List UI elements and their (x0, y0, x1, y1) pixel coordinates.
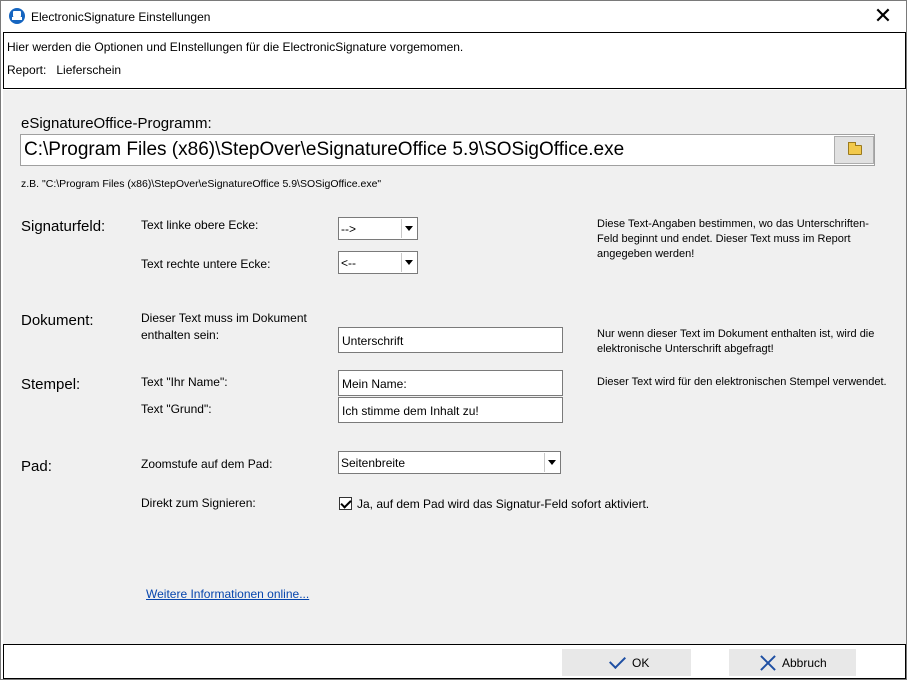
info-description: Hier werden die Optionen und EInstellungen für die ElectronicSignature vorgemomen. (7, 40, 464, 54)
program-path-value: C:\Program Files (x86)\StepOver\eSignatureOffice 5.9\SOSigOffice.exe (24, 139, 625, 160)
stempel-name-input[interactable] (338, 370, 563, 396)
zoom-value: Seitenbreite (341, 456, 406, 470)
stempel-reason-label: Text "Grund": (141, 402, 212, 416)
stempel-name-value: Mein Name: (342, 377, 407, 391)
cancel-button-label: Abbruch (782, 656, 827, 670)
dokument-label: Dieser Text muss im Dokument enthalten sein: (141, 311, 307, 342)
section-dokument: Dokument: (21, 312, 94, 329)
close-icon[interactable]: ✕ (873, 3, 893, 28)
more-info-link[interactable]: Weitere Informationen online... (146, 587, 310, 601)
browse-button[interactable] (834, 136, 874, 164)
folder-open-icon (848, 145, 862, 155)
stempel-reason-value: Ich stimme dem Inhalt zu! (342, 404, 479, 418)
app-icon (9, 8, 25, 24)
chevron-down-icon[interactable] (401, 253, 416, 272)
zoom-select[interactable] (338, 451, 561, 474)
chevron-down-icon[interactable] (544, 453, 559, 472)
bottom-right-value: <-- (341, 256, 356, 270)
direct-sign-checkbox[interactable] (339, 497, 352, 510)
top-left-label: Text linke obere Ecke: (141, 218, 259, 232)
section-pad: Pad: (21, 458, 52, 475)
close-icon (759, 654, 777, 672)
dokument-text-value: Unterschrift (342, 334, 404, 348)
dokument-hint: Nur wenn dieser Text im Dokument enthalten ist, wird die elektronische Unterschrift abgefragt! (597, 328, 875, 355)
checkmark-icon (609, 652, 626, 669)
report-value: Lieferschein (56, 63, 122, 77)
direct-sign-label: Direkt zum Signieren: (141, 496, 256, 510)
zoom-label: Zoomstufe auf dem Pad: (141, 457, 273, 471)
chevron-down-icon[interactable] (401, 219, 416, 238)
window-title: ElectronicSignature Einstellungen (31, 10, 211, 24)
program-path-input[interactable] (20, 134, 875, 166)
settings-panel (3, 90, 906, 644)
program-label: eSignatureOffice-Programm: (21, 115, 212, 132)
top-left-value: --> (341, 222, 356, 236)
program-path-example: z.B. "C:\Program Files (x86)\StepOver\eSignatureOffice 5.9\SOSigOffice.exe" (21, 178, 382, 190)
stempel-reason-input[interactable] (338, 397, 563, 423)
button-bar (3, 644, 906, 679)
top-left-select[interactable] (338, 217, 418, 240)
section-signaturfeld: Signaturfeld: (21, 218, 106, 235)
stempel-name-label: Text "Ihr Name": (141, 375, 228, 389)
stempel-hint: Dieser Text wird für den elektronischen Stempel verwendet. (597, 376, 887, 388)
ok-button[interactable] (562, 649, 691, 676)
title-bar (1, 1, 906, 32)
report-info (7, 63, 121, 77)
bottom-right-select[interactable] (338, 251, 418, 274)
report-label: Report: (7, 63, 47, 77)
info-panel (3, 32, 906, 89)
section-stempel: Stempel: (21, 376, 81, 393)
dokument-text-input[interactable] (338, 327, 563, 353)
direct-sign-checkbox-label[interactable]: Ja, auf dem Pad wird das Signatur-Feld sofort aktiviert. (357, 497, 650, 511)
ok-button-label: OK (632, 656, 650, 670)
bottom-right-label: Text rechte untere Ecke: (141, 257, 271, 271)
signaturfeld-hint: Diese Text-Angaben bestimmen, wo das Unterschriften-Feld beginnt und endet. Dieser Text muss im Report angegeben werden! (597, 218, 869, 260)
cancel-button[interactable] (729, 649, 856, 676)
